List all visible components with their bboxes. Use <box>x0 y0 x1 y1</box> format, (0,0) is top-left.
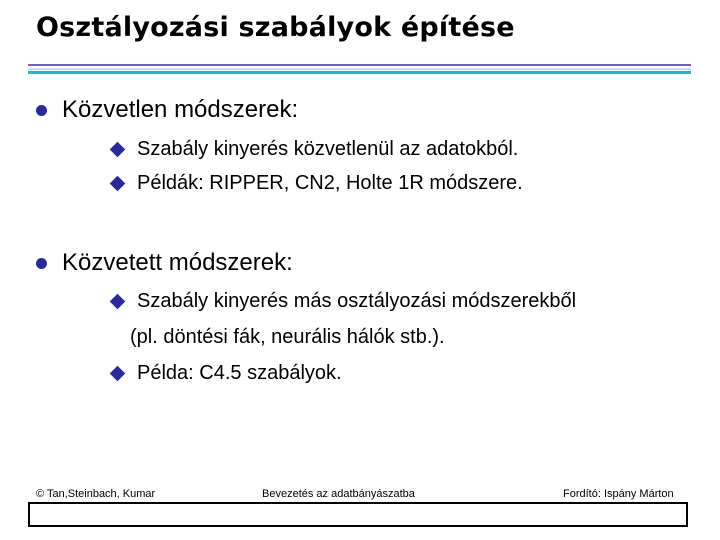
footer-right: Fordító: Ispány Márton <box>563 488 674 500</box>
sub-bullet-direct-2 <box>112 172 523 195</box>
bullet-dot-icon <box>36 258 47 269</box>
bullet-direct-methods <box>36 96 298 124</box>
bullet-dot-icon <box>36 105 47 116</box>
bullet-diamond-icon <box>110 366 126 382</box>
title-rule-top <box>28 64 691 66</box>
footer-box <box>28 502 688 527</box>
title-rule-bottom <box>28 71 691 74</box>
bullet-diamond-icon <box>110 142 126 158</box>
bullet-text: Közvetlen módszerek: <box>62 96 299 123</box>
sub-bullet-indirect-1-continuation: (pl. döntési fák, neurális hálók stb.). <box>130 326 445 348</box>
title-rule-middle <box>28 68 691 70</box>
sub-bullet-direct-1 <box>112 138 518 161</box>
bullet-diamond-icon <box>110 176 126 192</box>
footer-left: © Tan,Steinbach, Kumar <box>36 488 156 500</box>
footer-center: Bevezetés az adatbányászatba <box>262 488 415 500</box>
bullet-diamond-icon <box>110 294 126 310</box>
sub-bullet-indirect-2 <box>112 362 342 385</box>
bullet-text: Közvetett módszerek: <box>62 249 293 276</box>
slide-title: Osztályozási szabályok építése <box>36 12 515 43</box>
bullet-text: Példák: RIPPER, CN2, Holte 1R módszere. <box>137 172 523 194</box>
bullet-indirect-methods <box>36 249 293 277</box>
bullet-text: Szabály kinyerés más osztályozási módszerekből <box>137 290 577 312</box>
sub-bullet-indirect-1 <box>112 290 576 313</box>
bullet-text: Szabály kinyerés közvetlenül az adatokból. <box>137 138 519 160</box>
bullet-text: Példa: C4.5 szabályok. <box>137 362 342 384</box>
